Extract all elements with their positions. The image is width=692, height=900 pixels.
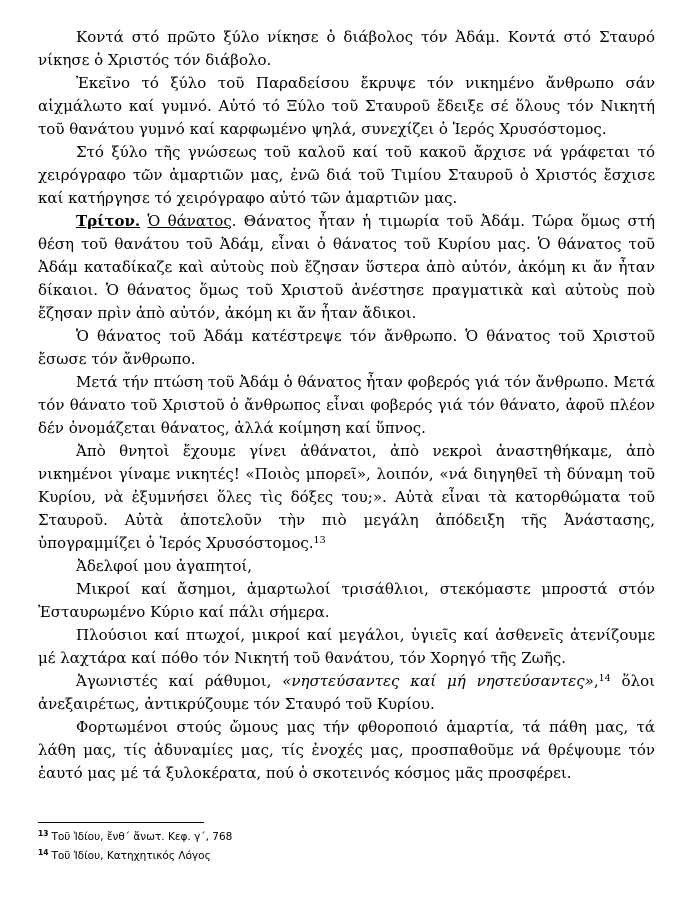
paragraph xyxy=(38,72,660,141)
paragraph xyxy=(38,325,660,371)
text-segment: Μικροί καί ἄσημοι, ἁμαρτωλοί τρισάθλιοι, στεκόμαστε μπροστά στόν Ἐσταυρωμένο Κύριο καί πάλι σήμερα. xyxy=(38,580,660,621)
text-segment: Ἐκεῖνο τό ξύλο τοῦ Παραδείσου ἔκρυψε τόν νικημένο ἄνθρωπο σάν αἰχμάλωτο καί γυμνό. Αὐτό τό Ξύλο τοῦ Σταυροῦ ἔδειξε σέ ὅλους τόν Νικητή τοῦ θανάτου γυμνό καί καρφωμένο ψηλά, συνεχίζει ὁ Ἱερός Χρυσόστομος. xyxy=(38,74,660,138)
paragraph xyxy=(38,624,660,670)
footnote xyxy=(38,828,518,847)
text-segment: Πλούσιοι καί πτωχοί, μικροί καί μεγάλοι, ὑγιεῖς καί ἀσθενεῖς ἀτενίζουμε μέ λαχτάρα καί πόθο τόν Νικητή τοῦ θανάτου, τόν Χορηγό τῆς Ζωῆς. xyxy=(38,626,660,667)
text-segment: Κοντά στό πρῶτο ξύλο νίκησε ὁ διάβολος τόν Ἀδάμ. Κοντά στό Σταυρό νίκησε ὁ Χριστός τόν διάβολο. xyxy=(38,28,660,69)
text-segment: Ὁ θάνατος xyxy=(147,212,232,230)
paragraph xyxy=(38,371,660,440)
footnote-marker: 14 xyxy=(38,848,49,857)
text-segment: . Θάνατος ἦταν ἡ τιμωρία τοῦ Ἀδάμ. Τώρα ὅμως στή θέση τοῦ θανάτου τοῦ Ἀδάμ, εἶναι ὁ θάνατος τοῦ Κυρίου μας. Ὁ θάνατος τοῦ Ἀδάμ καταδίκαζε καὶ αὐτοὺς ποὺ ἔζησαν ὕστερα ἀπὸ αὐτόν, ἀκόμη κι ἄν ἦταν δίκαιοι. Ὁ θάνατος ὅμως τοῦ Χριστοῦ ἀνέστησε πραγματικὰ καὶ αὐτοὺς ποὺ ἔζησαν πρὶν ἀπὸ αὐτόν, ἀκόμη κι ἄν ἦταν ἄδικοι. xyxy=(38,212,660,322)
paragraph xyxy=(38,440,660,555)
text-segment: Ἀγωνιστές καί ράθυμοι, xyxy=(76,672,283,690)
text-segment: «νηστεύσαντες καί μή νηστεύσαντες» xyxy=(282,672,594,690)
footnote-list xyxy=(38,828,518,866)
paragraph xyxy=(38,670,660,716)
footnote-reference: 14 xyxy=(598,673,611,684)
body-text xyxy=(38,26,660,785)
footnote-reference: 13 xyxy=(313,535,326,546)
footnote xyxy=(38,847,518,866)
footnotes-section xyxy=(38,822,518,866)
paragraph xyxy=(38,555,655,578)
paragraph xyxy=(38,141,660,210)
text-segment: Φορτωμένοι στούς ὤμους μας τήν φθοροποιό ἁμαρτία, τά πάθη μας, τά λάθη μας, τίς ἀδυναμίες μας, τίς ἐνοχές μας, προσπαθοῦμε νά θρέψουμε τόν ἑαυτό μας μέ τά ξυλοκέρατα, πού ὁ σκοτεινός κόσμος μᾶς προσφέρει. xyxy=(38,718,660,782)
text-segment: Τρίτον. xyxy=(76,212,141,230)
text-segment: Ὁ θάνατος τοῦ Ἀδάμ κατέστρεψε τόν ἄνθρωπο. Ὁ θάνατος τοῦ Χριστοῦ ἔσωσε τόν ἄνθρωπο. xyxy=(38,327,660,368)
text-segment: Μετά τήν πτώση τοῦ Ἀδάμ ὁ θάνατος ἦταν φοβερός γιά τόν ἄνθρωπο. Μετά τόν θάνατο τοῦ Χριστοῦ ὁ ἄνθρωπος εἶναι φοβερός γιά τόν θάνατο, ἀφοῦ πλέον δέν ὀνομάζεται θάνατος, ἀλλά κοίμηση καί ὕπνος. xyxy=(38,373,660,437)
footnote-separator xyxy=(38,822,204,823)
text-segment: Στό ξύλο τῆς γνώσεως τοῦ καλοῦ καί τοῦ κακοῦ ἄρχισε νά γράφεται τό χειρόγραφο τῶν ἁμαρτιῶν μας, ἐνῶ διά τοῦ Τιμίου Σταυροῦ ὁ Χριστός ἔσχισε καί κατήργησε τό χειρόγραφο αὐτό τῶν ἁμαρτιῶν μας. xyxy=(38,143,660,207)
paragraph xyxy=(38,210,660,325)
paragraph xyxy=(38,26,660,72)
paragraph xyxy=(38,578,660,624)
footnote-marker: 13 xyxy=(38,829,49,838)
footnote-text: Τοῦ Ἰδίου, ἔνθ΄ ἄνωτ. Κεφ. γ΄, 768 xyxy=(51,831,233,843)
text-segment: ὅλοι ἀνεξαιρέτως, ἀντικρύζουμε τόν Σταυρό τοῦ Κυρίου. xyxy=(38,672,660,713)
text-segment: Ἀδελφοί μου ἀγαπητοί, xyxy=(76,557,253,575)
text-segment: , xyxy=(593,672,599,690)
paragraph xyxy=(38,716,660,785)
footnote-text: Τοῦ Ἰδίου, Κατηχητικός Λόγος xyxy=(51,850,211,862)
text-segment: Ἀπὸ θνητοὶ ἔχουμε γίνει ἀθάνατοι, ἀπὸ νεκροὶ ἀναστηθήκαμε, ἀπὸ νικημένοι γίναμε νικητές! «Ποιὸς μπορεῖ», λοιπόν, «νά διηγηθεῖ τὴ δύναμη τοῦ Κυρίου, νὰ ἐξυμνήσει ὅλες τὶς δόξες του;». Αὐτὰ εἶναι τὰ κατορθώματα τοῦ Σταυροῦ. Αὐτὰ ἀποτελοῦν τὴν πιὸ μεγάλη ἀπόδειξη τῆς Ἀνάστασης, ὑπογραμμίζει ὁ Ἱερός Χρυσόστομος. xyxy=(38,442,660,552)
